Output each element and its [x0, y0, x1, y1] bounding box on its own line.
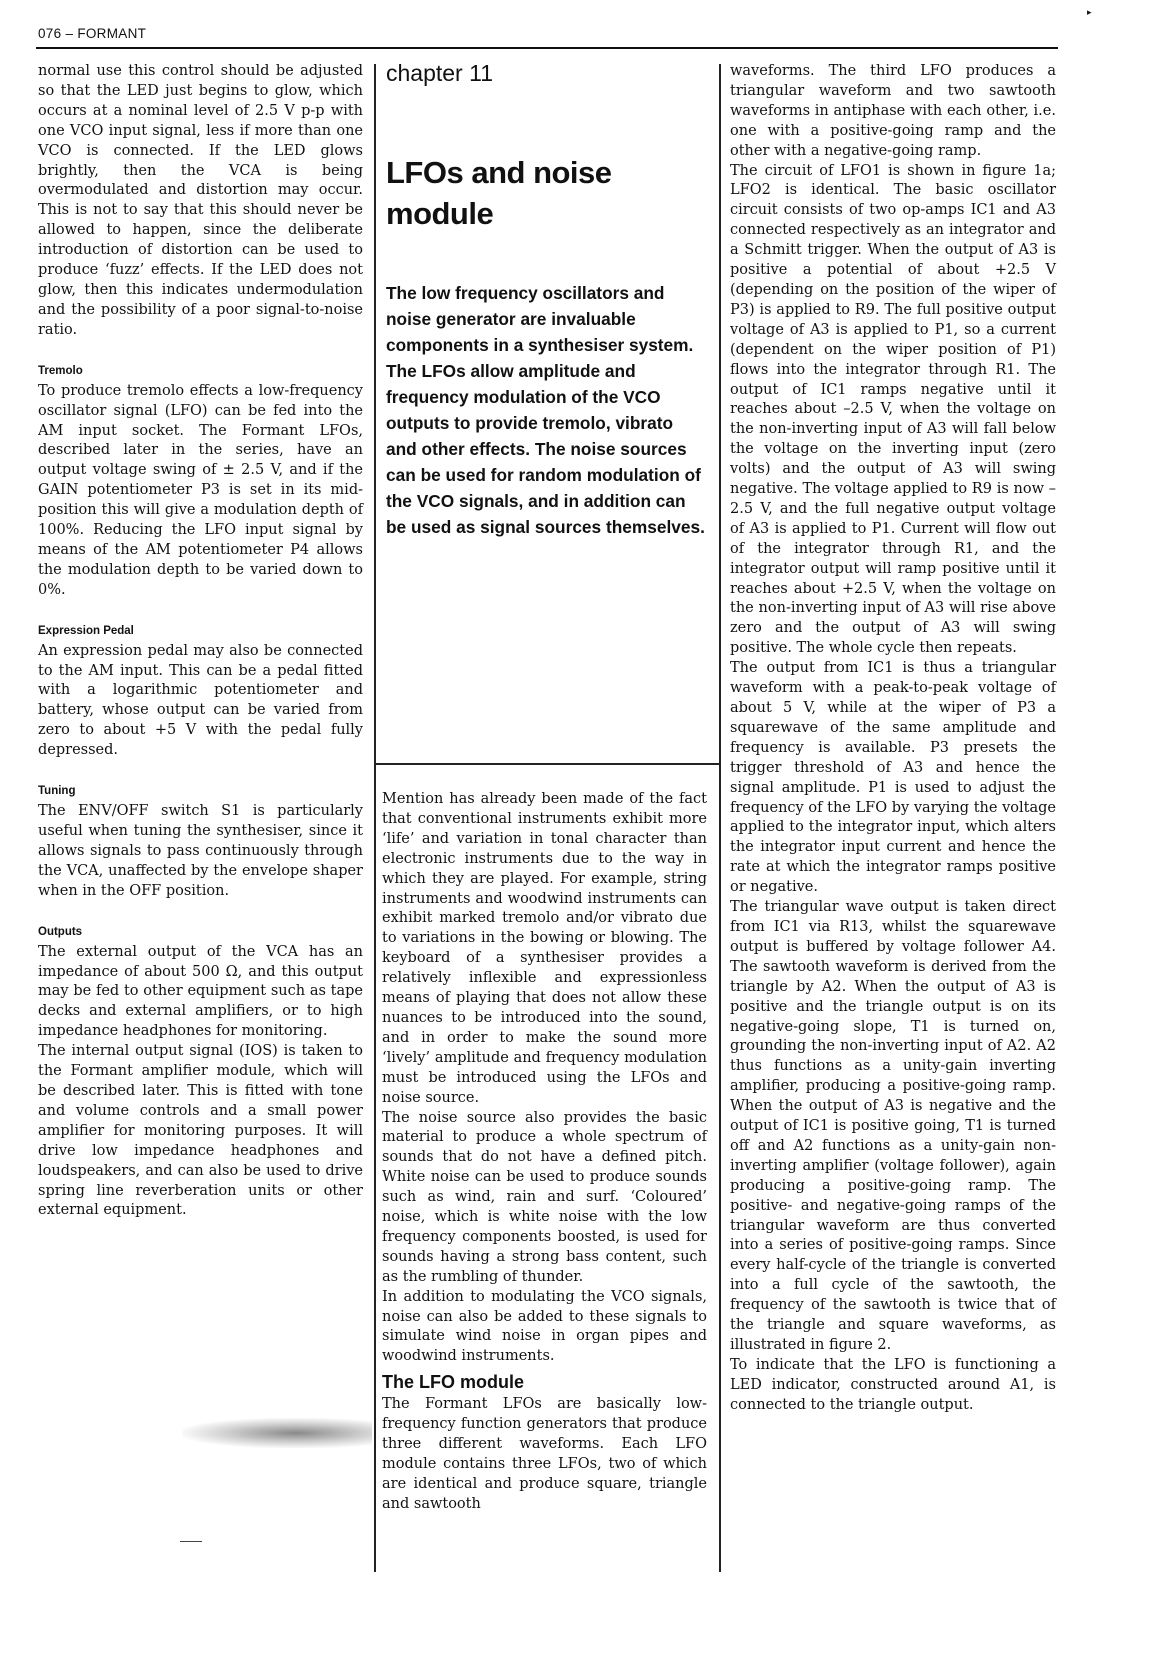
outputs-text-2: The internal output signal (IOS) is taken to the Formant amplifier module, which will be described later. This is fitted with tone and volume controls and a small power amplifier for monitoring purposes. It will drive low impedance headphones and loudspeakers, and can also be used to drive spring line reverberation units or other external equipment. — [38, 1043, 363, 1219]
tremolo-text: To produce tremolo effects a low-frequency oscillator signal (LFO) can be fed into the AM input socket. The Formant LFOs, described later in the series, have an output voltage swing of ± 2.5 V, and if the GAIN potentiometer P3 is set in its mid-position this will give a modulation depth of 100%. Reducing the LFO input signal by means of the AM potentiometer P4 allows the modulation depth to be varied down to 0%. — [38, 382, 363, 598]
column-1 — [38, 62, 363, 1221]
chapter-title-line-2: module — [386, 196, 494, 231]
expression-text: An expression pedal may also be connected to the AM input. This can be a pedal fitted with a logarithmic potentiometer and battery, whose output can be varied from zero to about +5 V with the pedal fully depressed. — [38, 642, 363, 759]
lfo-module-text: The Formant LFOs are basically low-frequency function generators that produce three different waveforms. Each LFO module contains three LFOs, two of which are identical and produce square, triangle and sawtooth — [382, 1396, 707, 1512]
col3-para-2: The circuit of LFO1 is shown in figure 1a; LFO2 is identical. The basic oscillator circuit consists of two op-amps IC1 and A3 connected respectively as an integrator and a Schmitt trigger. When the output of A3 is positive a potential of about +2.5 V (depending on the position of the wiper of P3) is applied to R9. The full positive output voltage of A3 is applied to P1, so a current (dependent on the wiper position of P1) flows into the integrator through R1. The output of IC1 ramps negative until it reaches about –2.5 V, when the voltage on the non-inverting input of A3 will fall below the voltage on the inverting input (zero volts) and the output of A3 will swing negative. The voltage applied to R9 is now –2.5 V, and the full negative output voltage of A3 is applied to P1. Current will flow out of the integrator through R1, and the integrator output will ramp positive until it reaches about +2.5 V, when the voltage on the non-inverting input of A3 will rise above zero and the output of A3 will swing positive. The whole cycle then repeats. — [730, 162, 1056, 657]
intro-separator-rule — [374, 763, 720, 765]
header-rule — [36, 47, 1058, 49]
column-rule-left — [374, 64, 376, 1572]
outputs-heading: Outputs — [38, 925, 83, 938]
chapter-title-line-1: LFOs and noise — [386, 155, 612, 190]
outputs-text-1: The external output of the VCA has an impedance of about 500 Ω, and this output may be fed to other equipment such as tape decks and external amplifiers, or to high impedance headphones for monitoring. — [38, 943, 363, 1040]
chapter-label: chapter 11 — [386, 60, 493, 86]
page-header: 076 – FORMANT — [38, 26, 147, 41]
corner-mark: ▸ — [1087, 8, 1092, 18]
col3-para-5: To indicate that the LFO is functioning a LED indicator, constructed around A1, is connected to the triangle output. — [730, 1356, 1056, 1413]
col3-para-1: waveforms. The third LFO produces a triangular waveform and two sawtooth waveforms in antiphase with each other, i.e. one with a positive-going ramp and the other with a negative-going ramp. — [730, 63, 1056, 159]
col3-para-4: The triangular wave output is taken direct from IC1 via R13, whilst the squarewave output is buffered by voltage follower A4. The sawtooth waveform is derived from the triangle by A2. When the output of A3 is positive and the triangle output is on its negative-going slope, T1 is turned on, grounding the non-inverting input of A2. A2 thus functions as a unity-gain inverting amplifier, producing a positive-going ramp. When the output of A3 is negative and the output of IC1 is positive going, T1 is turned off and A2 functions as a unity-gain non-inverting amplifier (voltage follower), again producing a positive-going ramp. The positive- and negative-going ramps of the triangular waveform are thus converted into a series of positive-going ramps. Since every half-cycle of the triangle is converted into a full cycle of the sawtooth, the frequency of the sawtooth is twice that of the triangle and square waveforms, as illustrated in figure 2. — [730, 899, 1056, 1353]
tuning-text: The ENV/OFF switch S1 is particularly useful when tuning the synthesiser, since it allows signals to pass continuously through the VCA, unaffected by the envelope shaper when in the OFF position. — [38, 803, 363, 899]
column-3 — [730, 62, 1056, 1416]
tuning-heading: Tuning — [38, 785, 76, 798]
expression-heading: Expression Pedal — [38, 624, 134, 637]
tremolo-heading: Tremolo — [38, 364, 83, 377]
col2-para-2: The noise source also provides the basic material to produce a whole spectrum of sounds that do not have a defined pitch. White noise can be used to produce sounds such as wind, rain and surf. ‘Coloured’ noise, which is white noise with the low frequency components boosted, is used for sounds having a strong bass content, such as the rumbling of thunder. — [382, 1109, 707, 1285]
col3-para-3: The output from IC1 is thus a triangular waveform with a peak-to-peak voltage of about 5 V, while at the wiper of P3 a squarewave of the same amplitude and frequency is available. P3 presets the trigger threshold of A3 and hence the signal amplitude. P1 is used to adjust the frequency of the LFO by varying the voltage applied to the integrator input, which alters the integrator input current and hence the rate at which the integrator ramps positive or negative. — [730, 660, 1056, 896]
margin-dash — [180, 1541, 202, 1542]
print-smudge — [182, 1418, 372, 1448]
chapter-intro: The low frequency oscillators and noise generator are invaluable components in a synthesiser system. The LFOs allow amplitude and frequency modulation of the VCO outputs to provide tremolo, vibrato and other effects. The noise sources can be used for random modulation of the VCO signals, and in addition can be used as signal sources themselves. — [386, 283, 705, 537]
col1-intro: normal use this control should be adjusted so that the LED just begins to glow, which occurs at a nominal level of 2.5 V p-p with one VCO input signal, less if more than one VCO is connected. If the LED glows brightly, then the VCA is being overmodulated and distortion may occur. This is not to say that this should never be allowed to happen, since the deliberate introduction of distortion can be used to produce ‘fuzz’ effects. If the LED does not glow, then this indicates undermodulation and the possibility of a poor signal-to-noise ratio. — [38, 63, 363, 338]
chapter-title — [386, 152, 706, 234]
col2-para-1: Mention has already been made of the fact that conventional instruments exhibit more ‘life’ and variation in tonal character than electronic instruments due to the way in which they are played. For example, string instruments and woodwind instruments can exhibit marked tremolo and/or vibrato due to variations in the bowing or blowing. The keyboard of a synthesiser provides a relatively inflexible and expressionless means of playing that does not allow these nuances to be introduced into the sound, and in order to make the sound more ‘lively’ amplitude and frequency modulation must be introduced using the LFOs and noise source. — [382, 791, 707, 1106]
column-2-body — [382, 790, 707, 1515]
column-rule-right — [719, 64, 721, 1572]
col2-para-3: In addition to modulating the VCO signals, noise can also be added to these signals to simulate wind noise in organ pipes and woodwind instruments. — [382, 1288, 707, 1365]
lfo-module-heading: The LFO module — [382, 1372, 524, 1393]
